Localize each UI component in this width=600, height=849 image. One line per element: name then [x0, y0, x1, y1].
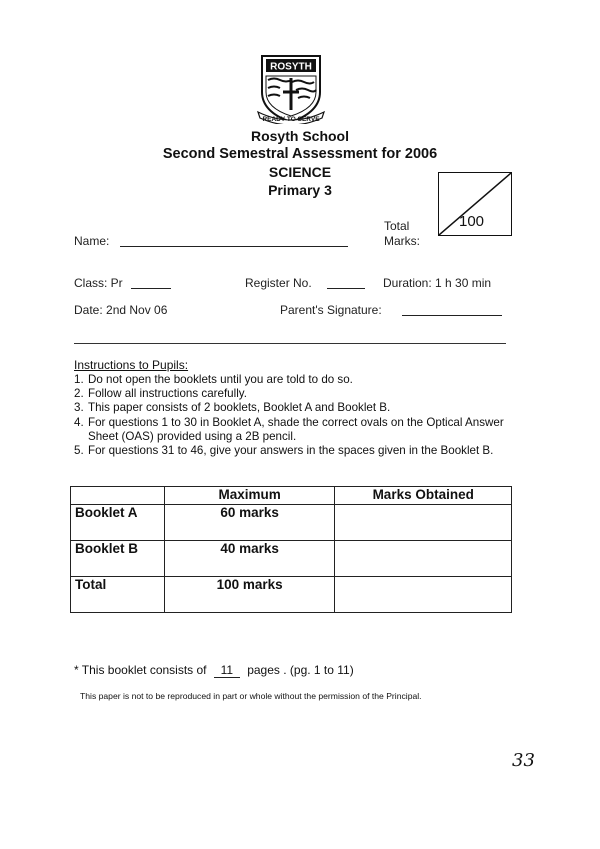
table-header: Marks Obtained: [335, 487, 512, 505]
date-text: Date: 2nd Nov 06: [74, 303, 168, 317]
marks-obtained-cell[interactable]: [335, 541, 512, 577]
table-row: [71, 577, 512, 613]
handwritten-mark: 33: [512, 750, 535, 771]
pages-count: 11: [214, 663, 240, 678]
assessment-title: Second Semestral Assessment for 2006: [162, 146, 438, 162]
marks-obtained-cell[interactable]: [335, 577, 512, 613]
total-label: Total: [384, 219, 410, 233]
name-field[interactable]: [120, 246, 348, 247]
table-row: [71, 505, 512, 541]
marks-label: Marks:: [384, 234, 420, 248]
instruction-item: 5. For questions 31 to 46, give your answers in the spaces given in the Booklet B.: [74, 444, 494, 458]
table-header-row: [71, 487, 512, 505]
school-name: Rosyth School: [250, 128, 349, 144]
reproduction-notice: This paper is not to be reproduced in part or whole without the permission of the Principal.: [80, 691, 422, 701]
svg-text:ROSYTH: ROSYTH: [270, 61, 312, 73]
register-field[interactable]: [327, 288, 365, 289]
parent-signature-label: Parent's Signature:: [280, 303, 382, 317]
table-row: [71, 541, 512, 577]
section-divider: [74, 343, 506, 344]
table-header: [71, 487, 165, 505]
class-field[interactable]: [131, 288, 171, 289]
duration-text: Duration: 1 h 30 min: [383, 276, 492, 290]
row-max: 60 marks: [164, 505, 335, 541]
instructions-list: [74, 373, 514, 458]
subject-title: SCIENCE: [268, 164, 332, 180]
row-max: 100 marks: [164, 577, 335, 613]
total-marks-box: [438, 172, 512, 236]
row-label: Booklet B: [71, 541, 165, 577]
instructions-title: Instructions to Pupils:: [74, 358, 189, 372]
name-label: Name:: [74, 234, 110, 248]
class-label: Class: Pr: [74, 276, 123, 290]
pages-suffix: pages . (pg. 1 to 11): [247, 663, 354, 677]
pages-note: [74, 663, 354, 678]
instruction-item: 1. Do not open the booklets until you are told to do so.: [74, 373, 353, 386]
marks-obtained-cell[interactable]: [335, 505, 512, 541]
instruction-item: 3. This paper consists of 2 booklets, Booklet A and Booklet B.: [74, 401, 391, 415]
total-marks-value: 100: [459, 213, 485, 230]
svg-text:READY TO SERVE: READY TO SERVE: [262, 116, 320, 123]
school-crest-logo: [256, 52, 326, 124]
instruction-item: 2. Follow all instructions carefully.: [74, 387, 247, 401]
level-title: Primary 3: [268, 182, 332, 198]
row-label: Total: [71, 577, 165, 613]
register-label: Register No.: [245, 276, 312, 290]
parent-signature-field[interactable]: [402, 315, 502, 316]
row-max: 40 marks: [164, 541, 335, 577]
instruction-item: 4. For questions 1 to 30 in Booklet A, shade the correct ovals on the Optical Answer Sheet (OAS) provided using a 2B pencil.: [74, 415, 504, 443]
marks-table: [70, 486, 512, 613]
table-header: Maximum: [164, 487, 335, 505]
row-label: Booklet A: [71, 505, 165, 541]
pages-prefix: * This booklet consists of: [74, 663, 207, 677]
